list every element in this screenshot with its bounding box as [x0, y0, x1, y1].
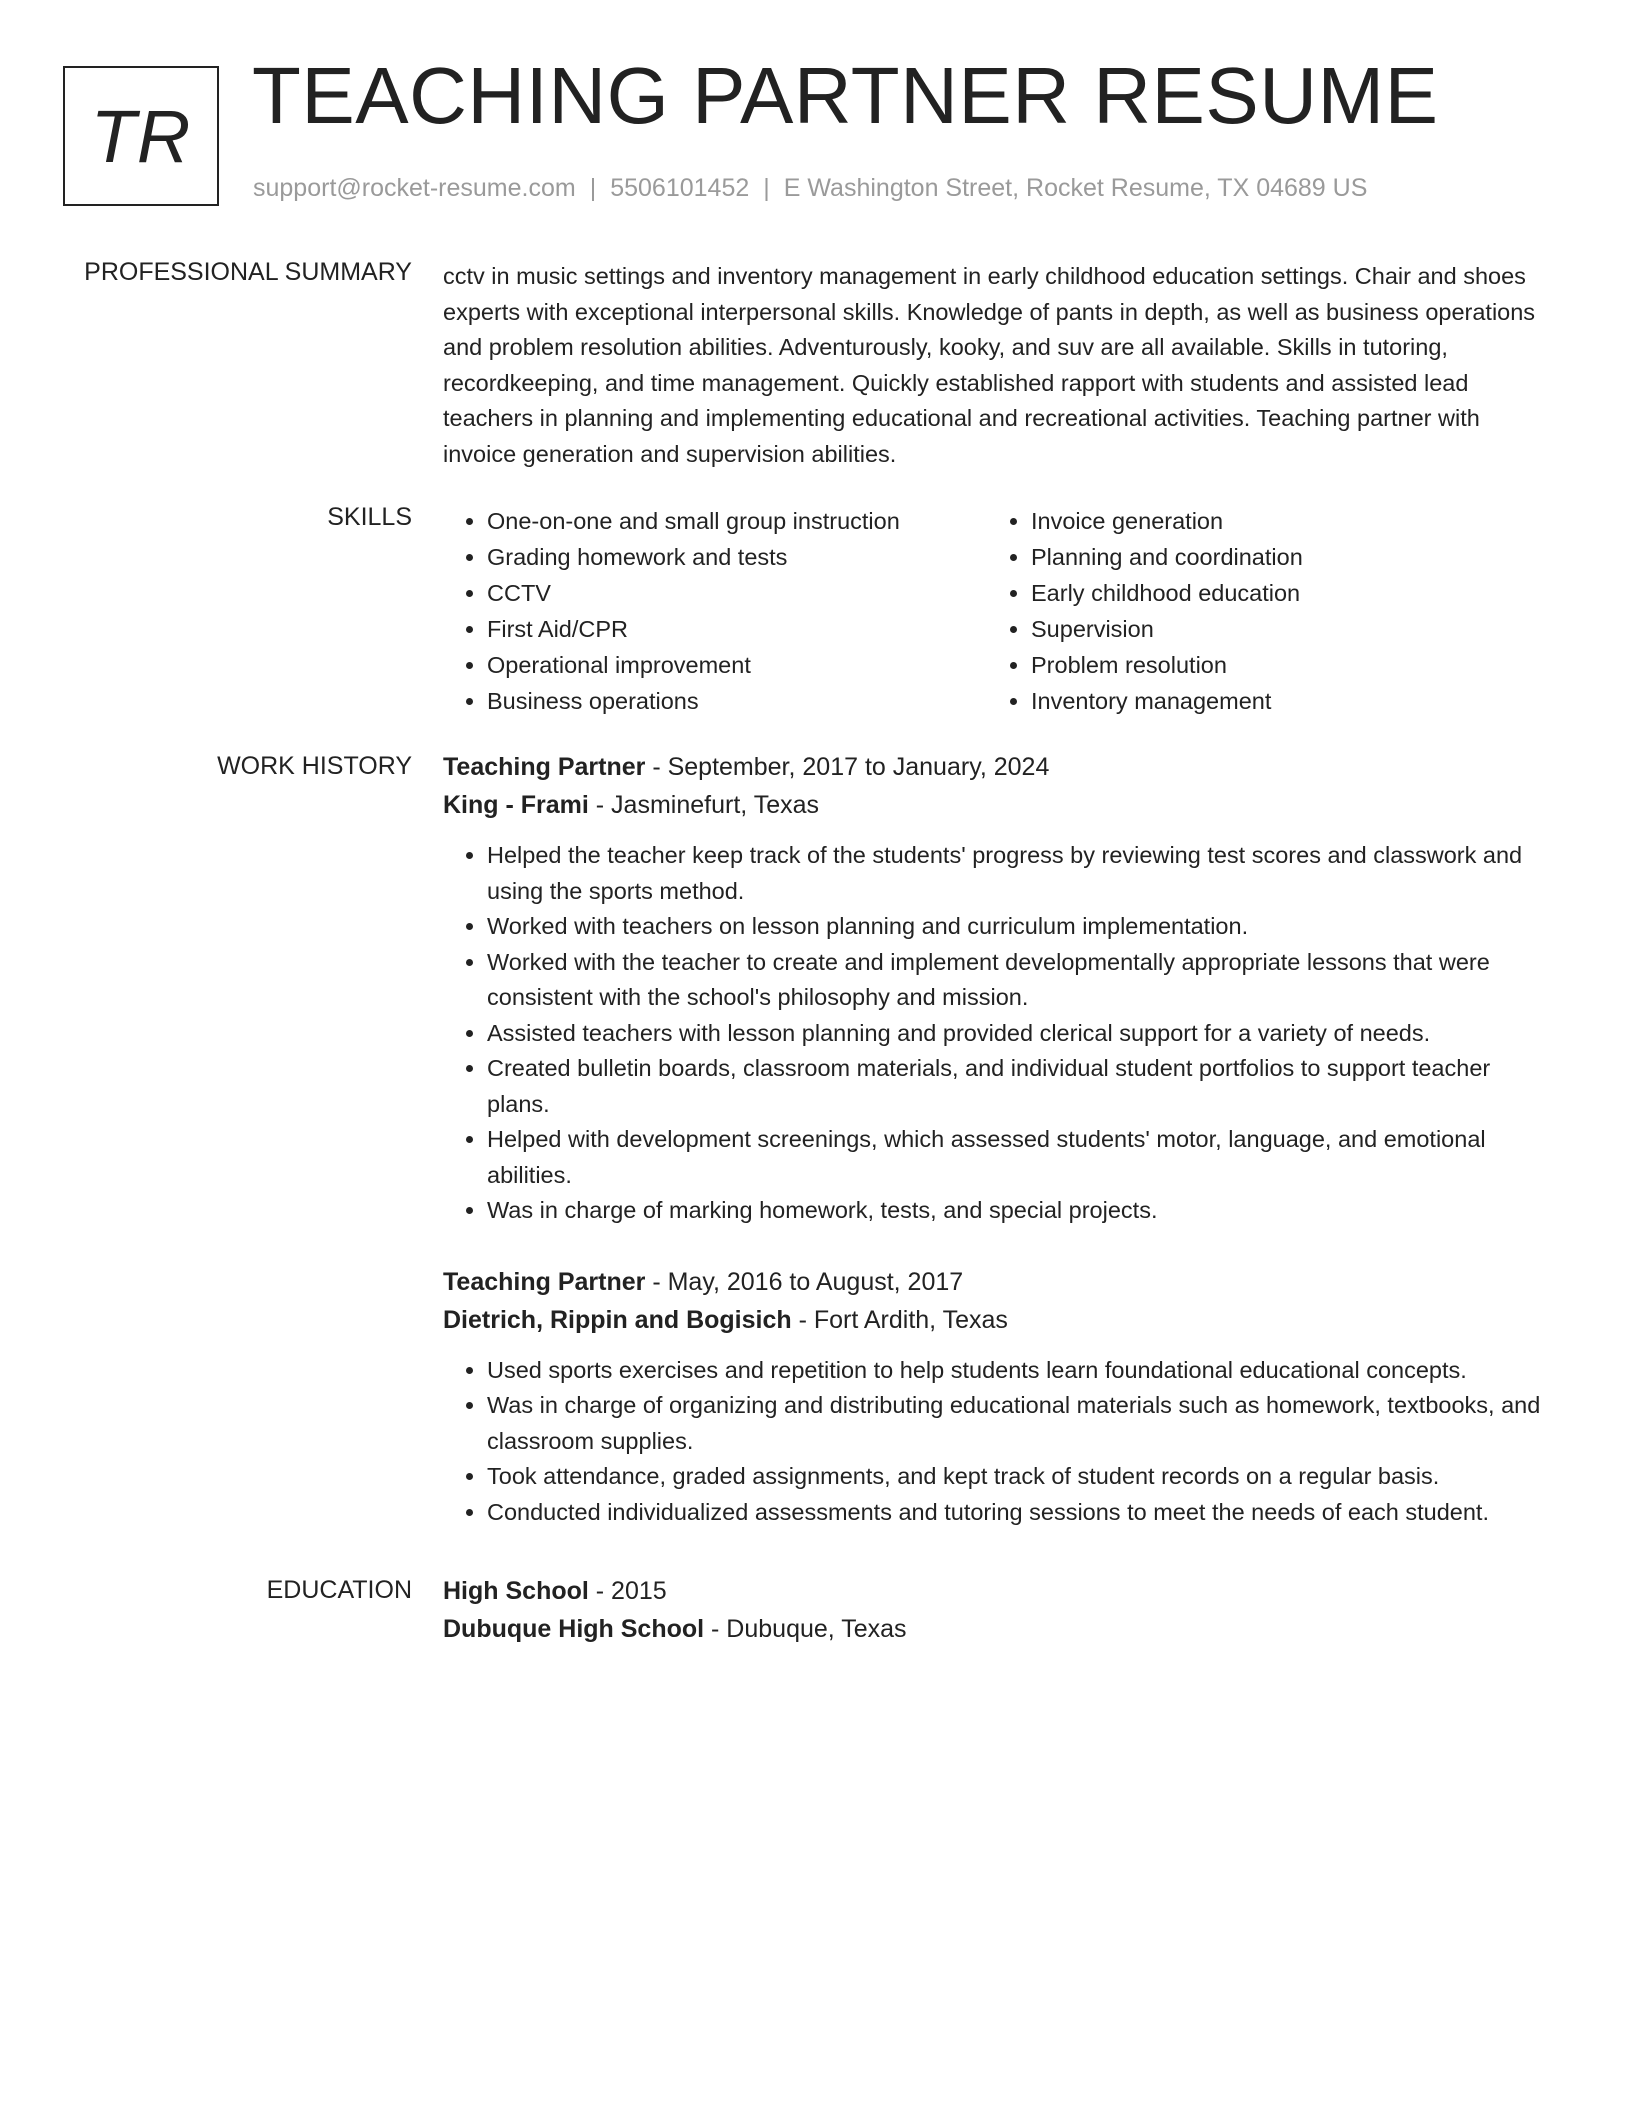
summary-text: cctv in music settings and inventory management in early childhood education settings. Chair and shoes experts with exceptional interpersonal skills. Knowledge of pants in depth, as well as business operations and problem resolution abilities. Adventurously, kooky, and suv are all available. Skills in tutoring, recordkeeping, and time management. Quickly established rapport with students and assisted lead teachers in planning and implementing educational and recreational activities. Teaching partner with invoice generation and supervision abilities. [443, 263, 1536, 467]
job-entry [443, 748, 1553, 1229]
job-location: - Jasminefurt, Texas [588, 791, 820, 819]
work-history-heading: WORK HISTORY [217, 752, 412, 780]
contact-address: E Washington Street, Rocket Resume, TX 04689 US [783, 174, 1368, 202]
education-heading: EDUCATION [266, 1576, 412, 1604]
education-year: - 2015 [588, 1577, 667, 1605]
skill-item: • Supervision [1031, 611, 1303, 647]
work-history-body [443, 748, 1553, 1530]
summary-body [443, 259, 1553, 472]
skill-item: • Inventory management [1031, 683, 1303, 719]
job-title: Teaching Partner [443, 753, 646, 781]
skill-item: • Business operations [487, 683, 987, 719]
contact-phone: 5506101452 [610, 174, 750, 202]
summary-heading: PROFESSIONAL SUMMARY [84, 258, 412, 286]
job-company-line [443, 786, 1553, 824]
skill-item: • First Aid/CPR [487, 611, 987, 647]
skills-heading: SKILLS [327, 503, 412, 531]
job-entry [443, 1263, 1553, 1531]
job-location: - Fort Ardith, Texas [791, 1305, 1008, 1334]
skills-columns [443, 503, 1553, 719]
job-duty: • Assisted teachers with lesson planning and provided clerical support for a variety of needs. [487, 1016, 1553, 1052]
job-title: Teaching Partner [443, 1267, 646, 1296]
job-duty: • Took attendance, graded assignments, and kept track of student records on a regular basis. [487, 1459, 1553, 1495]
job-duty: • Was in charge of organizing and distributing educational materials such as homework, textbooks, and classroom supplies. [487, 1388, 1553, 1459]
skill-item: • One-on-one and small group instruction [487, 503, 987, 539]
skills-list-right [987, 503, 1303, 719]
job-title-line [443, 1263, 1553, 1301]
contact-email: support@rocket-resume.com [253, 174, 576, 202]
education-degree: High School [443, 1577, 589, 1605]
skill-item: • Planning and coordination [1031, 539, 1303, 575]
resume-title: TEACHING PARTNER RESUME [252, 51, 1439, 140]
skills-body [443, 503, 1553, 719]
job-duties-list [443, 838, 1553, 1229]
skill-item: • CCTV [487, 575, 987, 611]
skills-list-left [443, 503, 987, 719]
contact-separator: | [763, 174, 770, 202]
job-duty: • Worked with the teacher to create and implement developmentally appropriate lessons that were consistent with the school's philosophy and mission. [487, 945, 1553, 1016]
education-school-line [443, 1610, 1553, 1648]
job-duty: • Was in charge of marking homework, tests, and special projects. [487, 1193, 1553, 1229]
job-company: King - Frami [443, 791, 589, 819]
skill-item: • Early childhood education [1031, 575, 1303, 611]
job-company: Dietrich, Rippin and Bogisich [443, 1305, 792, 1334]
skill-item: • Operational improvement [487, 647, 987, 683]
job-duty: • Helped with development screenings, which assessed students' motor, language, and emotional abilities. [487, 1122, 1553, 1193]
skill-item: • Problem resolution [1031, 647, 1303, 683]
job-duties-list [443, 1353, 1553, 1531]
job-duty: • Used sports exercises and repetition to help students learn foundational educational concepts. [487, 1353, 1553, 1389]
job-dates: - September, 2017 to January, 2024 [645, 753, 1050, 781]
job-duty: • Worked with teachers on lesson planning and curriculum implementation. [487, 909, 1553, 945]
job-company-line [443, 1301, 1553, 1339]
job-duty: • Helped the teacher keep track of the students' progress by reviewing test scores and classwork and using the sports method. [487, 838, 1553, 909]
skill-item: • Grading homework and tests [487, 539, 987, 575]
education-degree-line [443, 1572, 1553, 1610]
education-school: Dubuque High School [443, 1615, 705, 1643]
job-dates: - May, 2016 to August, 2017 [645, 1267, 964, 1296]
job-duty: • Conducted individualized assessments and tutoring sessions to meet the needs of each student. [487, 1495, 1553, 1531]
contact-line [253, 174, 1367, 203]
skill-item: • Invoice generation [1031, 503, 1303, 539]
education-body [443, 1572, 1553, 1648]
job-title-line [443, 748, 1553, 786]
job-duty: • Created bulletin boards, classroom materials, and individual student portfolios to support teacher plans. [487, 1051, 1553, 1122]
contact-separator: | [589, 174, 597, 202]
monogram-logo: TR [63, 66, 219, 206]
education-location: - Dubuque, Texas [704, 1615, 907, 1643]
